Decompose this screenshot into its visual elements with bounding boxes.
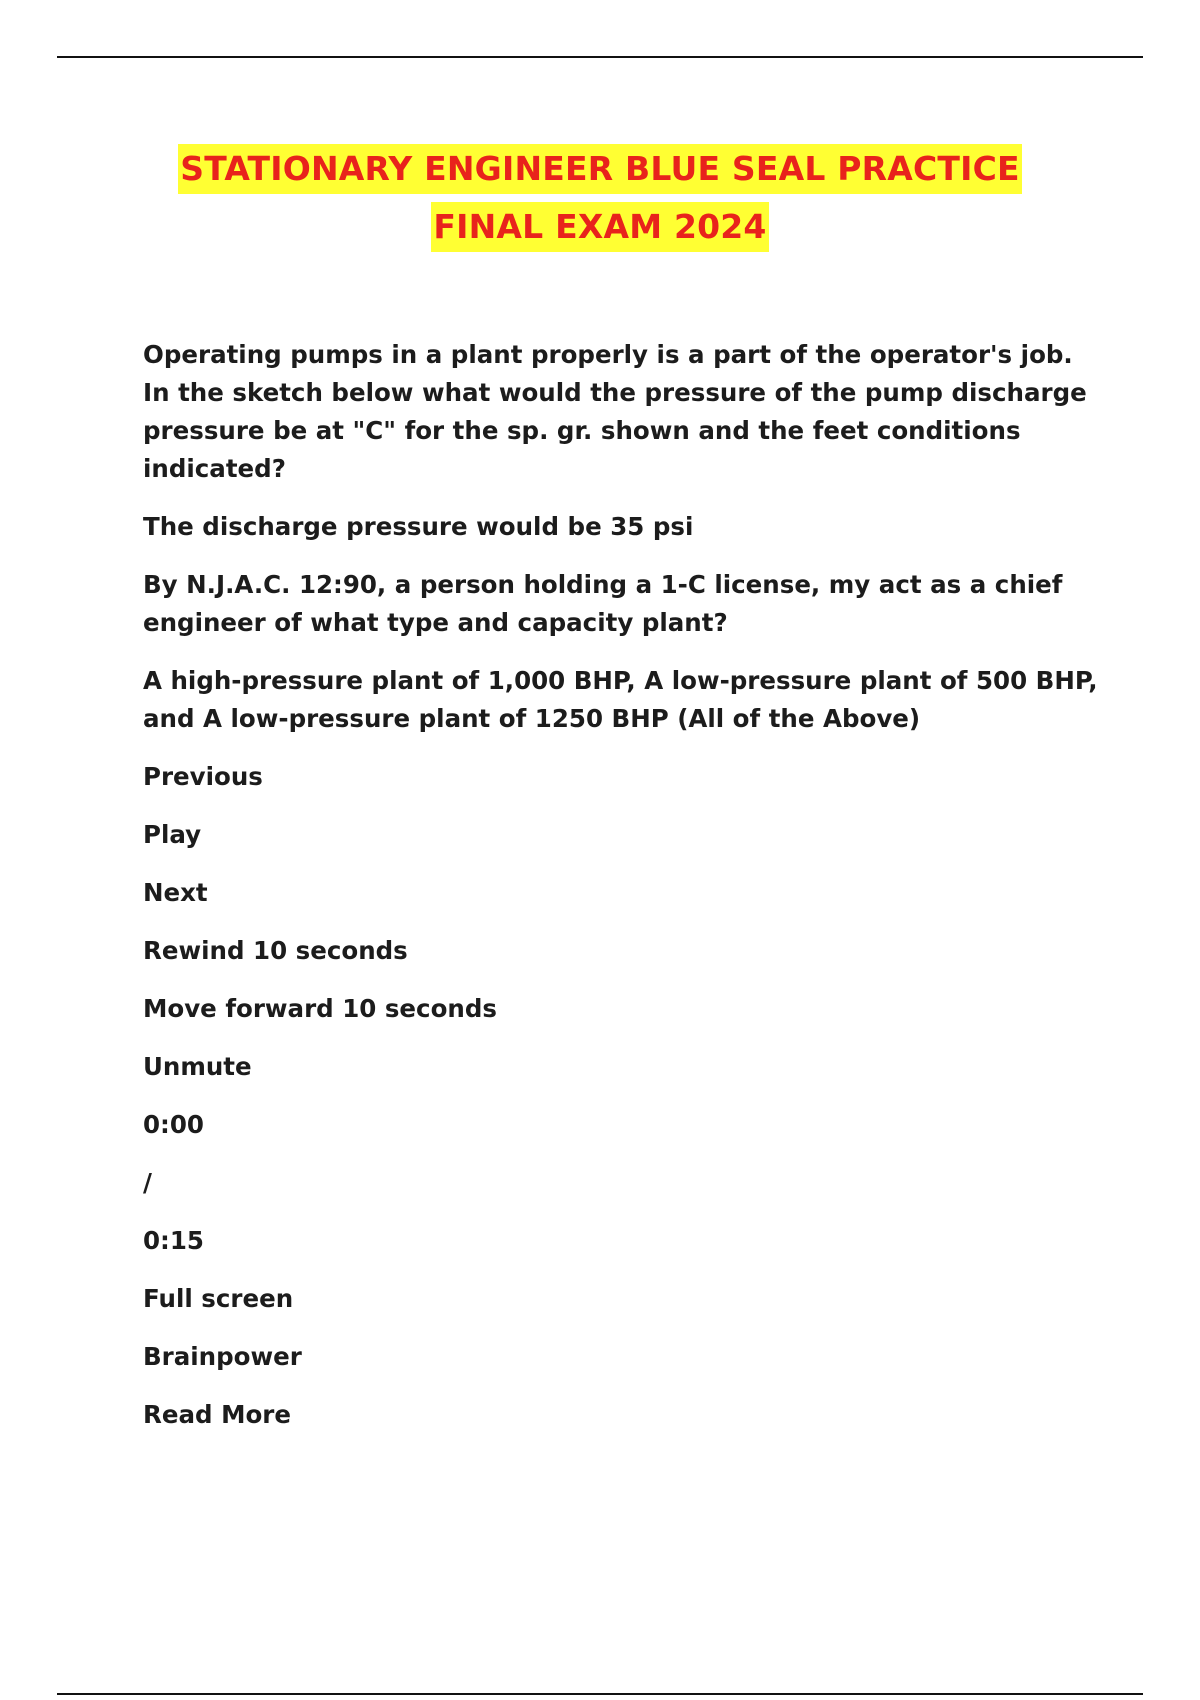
time-separator: / — [143, 1168, 152, 1197]
forward-button[interactable]: Move forward 10 seconds — [143, 994, 497, 1023]
next-button[interactable]: Next — [143, 878, 208, 907]
read-more-link[interactable]: Read More — [143, 1400, 291, 1429]
answer-2: A high-pressure plant of 1,000 BHP, A low-pressure plant of 500 BHP, and A low-pressure plant of 1250 BHP (All of the Above) — [143, 666, 1098, 733]
title-line-1: STATIONARY ENGINEER BLUE SEAL PRACTICE — [178, 144, 1022, 194]
question-2: By N.J.A.C. 12:90, a person holding a 1-C license, my act as a chief engineer of what type and capacity plant? — [143, 570, 1063, 637]
answer-1: The discharge pressure would be 35 psi — [143, 512, 694, 541]
previous-button[interactable]: Previous — [143, 762, 263, 791]
title-line-2: FINAL EXAM 2024 — [431, 202, 768, 252]
video-player-controls — [143, 758, 1103, 1434]
document-title — [57, 140, 1143, 256]
fullscreen-button[interactable]: Full screen — [143, 1284, 294, 1313]
top-rule — [57, 56, 1143, 58]
document-body — [143, 336, 1103, 1454]
unmute-button[interactable]: Unmute — [143, 1052, 252, 1081]
play-button[interactable]: Play — [143, 820, 202, 849]
duration: 0:15 — [143, 1226, 204, 1255]
current-time: 0:00 — [143, 1110, 204, 1139]
question-1: Operating pumps in a plant properly is a part of the operator's job. In the sketch below what would the pressure of the pump discharge pressure be at "C" for the sp. gr. shown and the feet conditions indicated? — [143, 340, 1087, 483]
bottom-rule — [57, 1693, 1143, 1695]
brand-link[interactable]: Brainpower — [143, 1342, 302, 1371]
rewind-button[interactable]: Rewind 10 seconds — [143, 936, 408, 965]
